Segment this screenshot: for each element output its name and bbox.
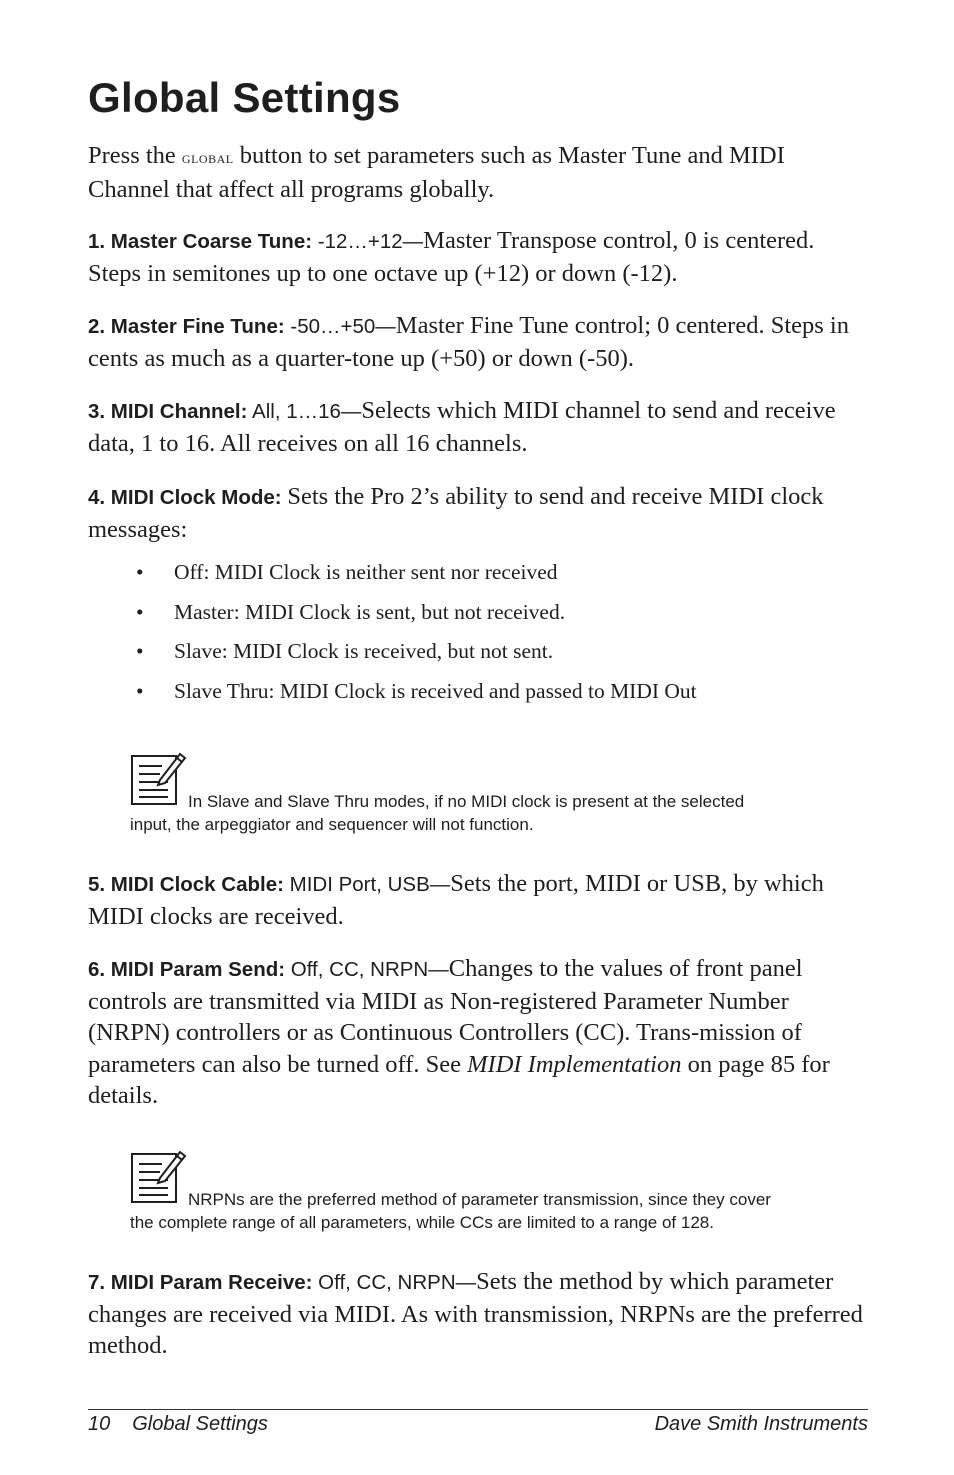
list-item: • Master: MIDI Clock is sent, but not received.	[136, 596, 697, 636]
global-button-name: global	[181, 148, 234, 167]
param-range: -12…+12—	[312, 230, 424, 253]
param-midi-param-receive	[88, 1266, 868, 1362]
param-master-coarse-tune	[88, 225, 868, 289]
note-text: In Slave and Slave Thru modes, if no MIDI clock is present at the selected	[188, 792, 745, 811]
note-text: input, the arpeggiator and sequencer will not function.	[130, 815, 534, 834]
param-label: 1. Master Coarse Tune:	[88, 230, 313, 253]
param-description: Master Transpose control, 0 is centered. Steps in semitones up to one octave up (+12) or down (-12).	[88, 227, 815, 287]
param-description: Sets the port, MIDI or USB, by which MIDI clocks are received.	[88, 870, 824, 930]
param-range: MIDI Port, USB—	[283, 873, 451, 896]
intro-paragraph	[88, 140, 868, 205]
bullet: •	[136, 639, 144, 664]
list-item: • Off: MIDI Clock is neither sent nor received	[136, 556, 697, 596]
param-midi-channel	[88, 395, 868, 459]
param-range: All, 1…16—	[247, 400, 362, 423]
page-title: Global Settings	[88, 74, 401, 121]
param-description: Sets the method by which parameter changes are received via MIDI. As with transmission, NRPNs are the preferred method.	[88, 1268, 863, 1359]
param-description: Selects which MIDI channel to send and receive data, 1 to 16. All receives on all 16 channels.	[88, 397, 836, 457]
list-item: • Slave: MIDI Clock is received, but not sent.	[136, 635, 697, 675]
param-master-fine-tune	[88, 310, 868, 374]
param-label: 2. Master Fine Tune:	[88, 315, 285, 338]
note-pencil-icon	[130, 1148, 188, 1204]
param-range: Off, CC, NRPN—	[285, 958, 449, 981]
param-description: Master Fine Tune control; 0 centered. Steps in cents as much as a quarter-tone up (+50) or down (-50).	[88, 312, 849, 372]
intro-after: button to set parameters such as Master Tune and MIDI Channel that affect all programs globally.	[88, 142, 785, 203]
note-pencil-icon	[130, 750, 188, 806]
param-range: -50…+50—	[284, 315, 396, 338]
footer-section: Global Settings	[132, 1413, 268, 1435]
bullet: •	[136, 560, 144, 584]
intro-before: Press the	[88, 142, 182, 169]
param-range: Off, CC, NRPN—	[312, 1271, 477, 1294]
note-text: the complete range of all parameters, while CCs are limited to a range of 128.	[130, 1213, 714, 1232]
footer-company: Dave Smith Instruments	[654, 1413, 868, 1435]
param-label: 4. MIDI Clock Mode:	[88, 486, 282, 509]
note-text: NRPNs are the preferred method of parameter transmission, since they cover	[188, 1190, 771, 1209]
param-midi-clock-mode	[88, 481, 868, 545]
bullet: •	[136, 679, 144, 704]
bullet: •	[136, 599, 144, 624]
midi-implementation-link[interactable]: MIDI Implementation	[467, 1050, 682, 1078]
clock-mode-list	[136, 556, 697, 715]
param-midi-clock-cable	[88, 868, 868, 932]
param-label: 6. MIDI Param Send:	[88, 958, 286, 981]
param-midi-param-send	[88, 953, 868, 1112]
param-description: Sets the Pro 2’s ability to send and receive MIDI clock messages:	[88, 483, 824, 543]
footer-divider	[88, 1409, 868, 1410]
param-description: Changes to the values of front panel controls are transmitted via MIDI as Non-registered Parameter Number (NRPN) controllers or as Continuous Controllers (CC). Trans-mission of parameters can also be turned off. See	[88, 955, 803, 1078]
param-label: 3. MIDI Channel:	[88, 400, 248, 423]
param-description-end: on page 85 for details.	[88, 1050, 830, 1109]
param-label: 7. MIDI Param Receive:	[88, 1271, 313, 1294]
footer-left	[88, 1413, 268, 1436]
list-item: • Slave Thru: MIDI Clock is received and passed to MIDI Out	[136, 675, 697, 715]
page-number: 10	[88, 1413, 111, 1435]
param-label: 5. MIDI Clock Cable:	[88, 873, 284, 896]
